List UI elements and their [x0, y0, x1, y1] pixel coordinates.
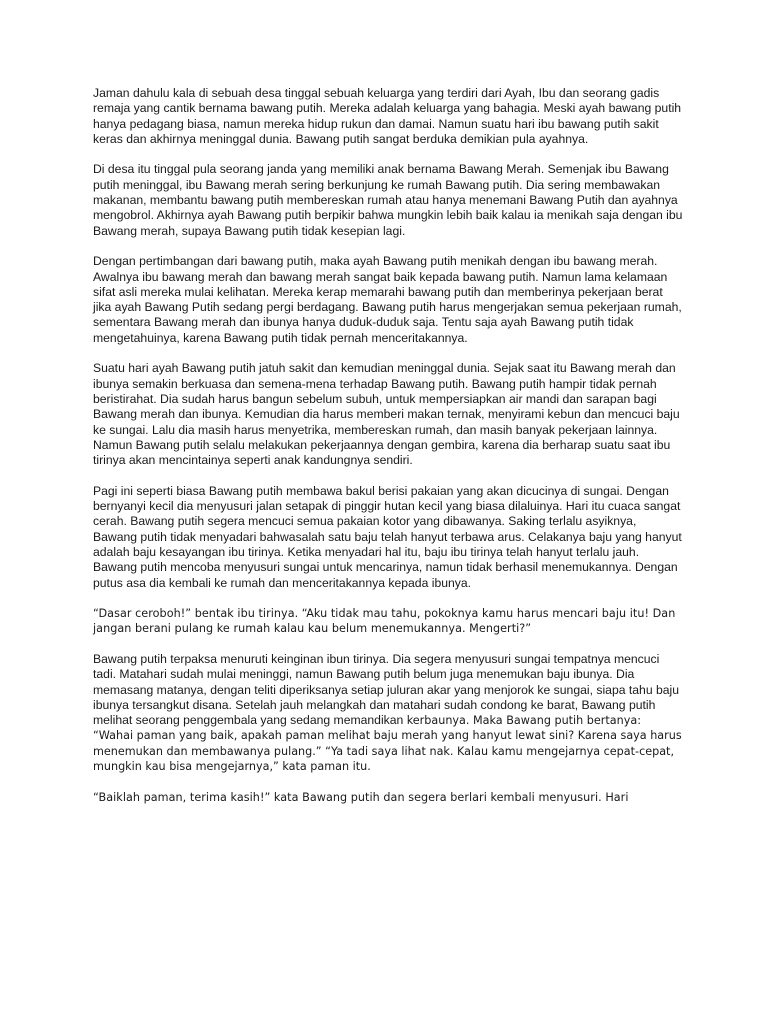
paragraph-7: [93, 652, 683, 774]
paragraph-5: Pagi ini seperti biasa Bawang putih membawa bakul berisi pakaian yang akan dicucinya di sungai. Dengan bernyanyi kecil dia menyusuri jalan setapak di pinggir hutan kecil yang biasa dilaluinya. Hari itu cuaca sangat cerah. Bawang putih segera mencuci semua pakaian kotor yang dibawanya. Saking terlalu asyiknya, Bawang putih tidak menyadari bahwasalah satu baju telah hanyut terbawa arus. Celakanya baju yang hanyut adalah baju kesayangan ibu tirinya. Ketika menyadari hal itu, baju ibu tirinya telah hanyut terlalu jauh. Bawang putih mencoba menyusuri sungai untuk mencarinya, namun tidak berhasil menemukannya. Dengan putus asa dia kembali ke rumah dan menceritakannya kepada ibunya.: [93, 483, 682, 590]
paragraph-6-dialog: “Dasar ceroboh!” bentak ibu tirinya. “Aku tidak mau tahu, pokoknya kamu harus mencari baju itu! Dan jangan berani pulang ke rumah kalau kau belum menemukannya. Mengerti?”: [93, 607, 676, 636]
paragraph-4: Suatu hari ayah Bawang putih jatuh sakit dan kemudian meninggal dunia. Sejak saat itu Bawang merah dan ibunya semakin berkuasa dan semena-mena terhadap Bawang putih. Bawang putih hampir tidak pernah beristirahat. Dia sudah harus bangun sebelum subuh, untuk mempersiapkan air mandi dan sarapan bagi Bawang merah dan ibunya. Kemudian dia harus memberi makan ternak, menyirami kebun dan mencuci baju ke sungai. Lalu dia masih harus menyetrika, membereskan rumah, dan masih banyak pekerjaan lainnya. Namun Bawang putih selalu melakukan pekerjaannya dengan gembira, karena dia berharap suatu saat ibu tirinya akan mencintainya seperti anak kandungnya sendiri.: [93, 361, 680, 468]
paragraph-3: Dengan pertimbangan dari bawang putih, maka ayah Bawang putih menikah dengan ibu bawang merah. Awalnya ibu bawang merah dan bawang merah sangat baik kepada bawang putih. Namun lama kelamaan sifat asli mereka mulai kelihatan. Mereka kerap memarahi bawang putih dan memberinya pekerjaan berat jika ayah Bawang Putih sedang pergi berdagang. Bawang putih harus mengerjakan semua pekerjaan rumah, sementara Bawang merah dan ibunya hanya duduk-duduk saja. Tentu saja ayah Bawang putih tidak mengetahuinya, karena Bawang putih tidak pernah menceritakannya.: [93, 254, 682, 345]
document-body: [93, 86, 683, 805]
paragraph-1: Jaman dahulu kala di sebuah desa tinggal sebuah keluarga yang terdiri dari Ayah, Ibu dan seorang gadis remaja yang cantik bernama bawang putih. Mereka adalah keluarga yang bahagia. Meski ayah bawang putih hanya pedagang biasa, namun mereka hidup rukun dan damai. Namun suatu hari ibu bawang putih sakit keras dan akhirnya meninggal dunia. Bawang putih sangat berduka demikian pula ayahnya.: [93, 86, 682, 146]
paragraph-8-dialog: “Baiklah paman, terima kasih!” kata Bawang putih dan segera berlari kembali menyusuri. Hari: [93, 790, 629, 804]
paragraph-2: Di desa itu tinggal pula seorang janda yang memiliki anak bernama Bawang Merah. Semenjak ibu Bawang putih meninggal, ibu Bawang merah sering berkunjung ke rumah Bawang putih. Dia sering membawakan makanan, membantu bawang putih membereskan rumah atau hanya menemani Bawang Putih dan ayahnya mengobrol. Akhirnya ayah Bawang putih berpikir bahwa mungkin lebih baik kalau ia menikah saja dengan ibu Bawang merah, supaya Bawang putih tidak kesepian lagi.: [93, 162, 683, 238]
paragraph-7-dialog: kerbaunya. Maka Bawang putih bertanya: “Wahai paman yang baik, apakah paman melihat baju merah yang hanyut lewat sini? Karena saya harus menemukan dan membawanya pulang.” “Ya tadi saya lihat nak. Kalau kamu mengejarnya cepat-cepat, mungkin kau bisa mengejarnya,” kata paman itu.: [93, 714, 682, 774]
paragraph-7-text: Bawang putih terpaksa menuruti keinginan ibun tirinya. Dia segera menyusuri sungai tempatnya mencuci tadi. Matahari sudah mulai meninggi, namun Bawang putih belum juga menemukan baju ibunya. Dia memasang matanya, dengan teliti diperiksanya setiap juluran akar yang menjorok ke sungai, siapa tahu baju ibunya tersangkut disana. Setelah jauh melangkah dan matahari sudah condong ke barat, Bawang putih melihat seorang penggembala yang sedang memandikan: [93, 651, 680, 728]
